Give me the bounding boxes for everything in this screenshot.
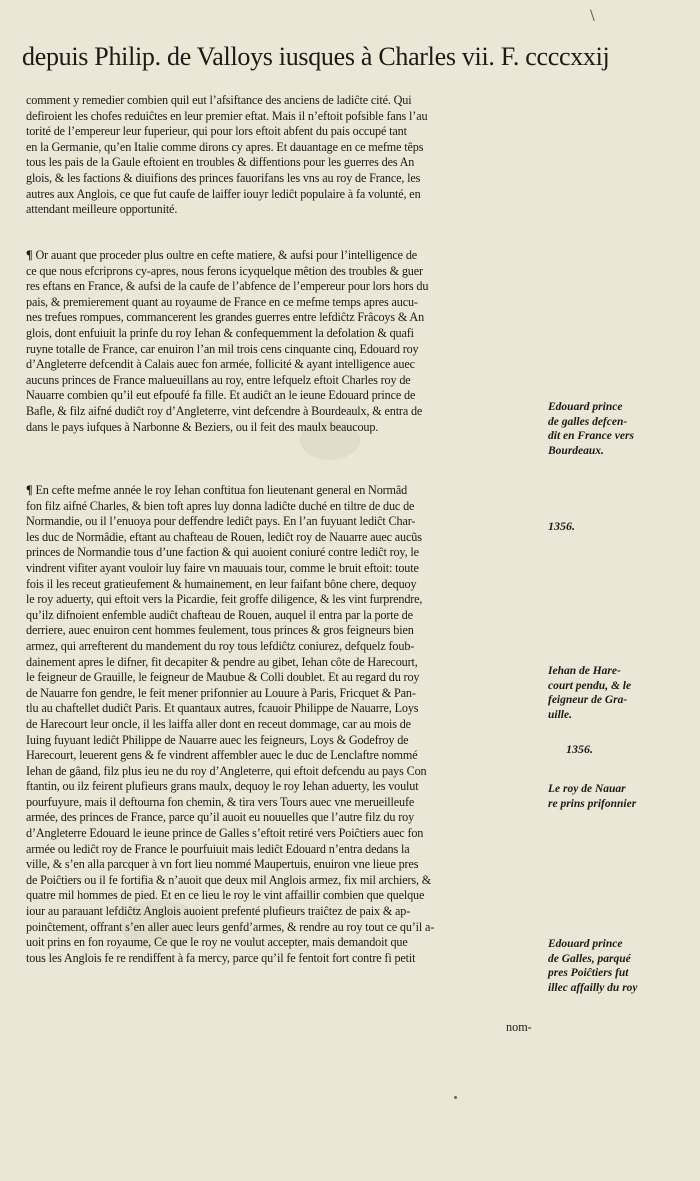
catchword: nom- [506,1020,532,1034]
text-line: ftantin, ou ilz feirent plufieurs grans maulx, dequoy le roy Iehan aduerty, les voulut [26,779,419,794]
text-line: d’Angleterre defcendit à Calais auec fon armée, follicité & ayant intelligence auec [26,357,415,372]
text-line: en la Germanie, qu’en Italie comme dirons cy apres. Et dauantage en ce mefme têps [26,139,424,154]
text-line: de Harecourt leur oncle, il les laiffa aller dont en receut dommage, car au mois de [26,716,411,731]
text-line [26,248,541,264]
text-line: quatre mil hommes de pied. Et en ce lieu le roy le vint affaillir combien que quelque [26,888,425,903]
text-line: autres aux Anglois, ce que fut caufe de laiffer iouyr lediĉt populaire à fa volunté, en [26,186,421,201]
paragraph-3 [26,483,541,966]
text-line: armez, qui arrefterent du mandement du roy tous lefdiĉtz coniurez, defquelz foub- [26,638,415,653]
text-line: tlu au chaftellet dudiĉt Paris. Et quantaux autres, fcauoir Philippe de Nauarre, Loys [26,701,419,716]
margin-note-line: de Galles, parqué [548,952,631,965]
text-line: de Poiĉtiers ou il fe fortifia & n’auoit que deux mil Anglois armez, fix mil archiers, & [26,872,432,887]
text-line: nes trefues rompues, commancerent les grandes guerres entre lefdiĉtz Frâcoys & An [26,310,425,325]
margin-note-line: re prins prifonnier [548,797,637,810]
text-line [26,483,541,499]
text-line: comment y remedier combien quil eut l’afsiftance des anciens de ladiĉte cité. Qui [26,93,412,107]
paragraph-2 [26,248,541,435]
text-line: le feigneur de Grauille, le feigneur de Maubue & Colli doublet. Et au regard du roy [26,670,420,685]
margin-note-line: Iehan de Hare- [548,665,621,677]
margin-note-line: illec affailly du roy [548,981,638,994]
text-line: dans le pays iufques à Narbonne & Beziers, ou il feit des maulx beaucoup. [26,419,379,434]
text-line: le roy aduerty, qui eftoit vers la Picardie, feit groffe diligence, & les vint furprendre, [26,592,423,607]
text-line: pourfuyure, mais il deftourna fon chemin, & tira vers Tours auec vne merueilleufe [26,794,415,809]
text-line: fois il les receut gratieufement & humainement, en leur faifant bône chere, dequoy [26,576,417,591]
margin-note [548,400,688,458]
text-line: armée ou lediĉt roy de France le pourfuiuit mais lediĉt Edouard n’entra dedans la [26,841,410,856]
corner-mark: \ [590,8,595,24]
text-line: attendant meilleure opportunité. [26,202,178,217]
text-line: glois, & les factions & diuifions des princes fauorifans les vns au roy de France, les [26,170,421,185]
text-line: fon filz aifné Charles, & bien toft apres luy donna ladiĉte duché en tiltre de duc de [26,498,415,513]
text-line: ce que nous efcriprons cy-apres, nous ferons icyquelque mêtion des troubles & guer [26,263,423,278]
text-line: Nauarre combien qu’il eut efpoufé fa fille. Et audiĉt an le ieune Edouard prince de [26,388,416,403]
text-line: princes de Normandie tous d’une faction & qui auoient coniuré contre lediĉt roy, le [26,545,419,560]
paragraph-1 [26,93,541,218]
text-line: les duc de Normâdie, eftant au chafteau de Rouen, lediĉt roy de Nauarre auec aucũs [26,529,422,544]
margin-date: 1356. [548,519,575,533]
text-line: aucuns princes de France malueuillans au roy, entre lefquelz eftoit Charles roy de [26,372,411,387]
text-line: de Nauarre fon gendre, le feit mener prifonnier au Louure à Paris, Fricquet & Pan- [26,685,416,700]
text-line-content: Or auant que proceder plus oultre en cefte matiere, & aufsi pour l’intelligence de [35,248,418,262]
margin-note-line: Edouard prince [548,938,623,950]
margin-note [548,782,688,811]
text-line: Bafle, & filz aifné dudiĉt roy d’Angleterre, vint defcendre à Bourdeaulx, & entra de [26,403,423,418]
text-line: tous les Anglois fe re rendiffent à fa mercy, parce qu’il fe fentoit fort contre fi petit [26,950,416,965]
margin-note-line: Bourdeaux. [548,444,604,457]
text-line: glois, dont enfuiuit la prinfe du roy Iehan & confequemment la defolation & quafi [26,325,414,340]
margin-note-line: dit en France vers [548,430,634,442]
paragraph-mark-icon: ¶ [26,248,33,262]
paragraph-mark-icon: ¶ [26,483,33,497]
text-line: uoit prins en fon royaume, Ce que le roy ne voulut accepter, mais demandoit que [26,935,408,950]
margin-note-line: pres Poiĉtiers fut [548,967,629,979]
text-line: res eftans en France, & aufsi de la caufe de l’abfence de l’empereur pour lors hors du [26,279,429,294]
text-line: ruyne totalle de France, car enuiron l’an mil trois cens cinquante cinq, Edouard roy [26,341,419,356]
text-line: poinĉtement, offrant s’en aller auec leurs genfd’armes, & rendre au roy tout ce qu’il a- [26,919,435,934]
text-line: pais, & premierement quant au royaume de France en ce mefme temps apres aucu- [26,294,418,309]
text-line: d’Angleterre Edouard le ieune prince de Galles s’eftoit retiré vers Poiĉtiers auec fon [26,826,424,841]
text-line: tous les pais de la Gaule eftoient en troubles & diffentions pour les guerres des An [26,155,415,170]
text-line: iour au parauant lefdiĉtz Anglois auoient prefenté plufieurs traiĉtez de paix & ap- [26,904,411,919]
margin-note-line: uille. [548,708,572,721]
text-line: derriere, auec enuiron cent hommes feulement, tous princes & gros feigneurs bien [26,623,414,638]
text-line: Iehan de gâand, filz plus ieu ne du roy d’Angleterre, qui eftoit defcendu au pays Con [26,763,427,778]
text-line: vindrent vifiter ayant vouloir luy faire vn mauuais tour, comme le bruit eftoit: toute [26,560,419,575]
margin-date: 1356. [566,742,593,756]
running-title: depuis Philip. de Valloys iusques à Charles vii. F. ccccxxij [22,42,610,71]
text-line: ville, & s’en alla parcquer à vn fort lieu nommé Maupertuis, enuiron vne lieue pres [26,857,419,872]
margin-note-line: Le roy de Nauar [548,783,626,795]
margin-note [548,664,688,722]
margin-note-line: Edouard prince [548,401,623,413]
margin-note-line: de galles defcen- [548,415,628,428]
ink-dot [454,1096,457,1099]
margin-note-line: feigneur de Gra- [548,694,628,706]
text-line: armée, des princes de France, parce qu’il auoit eu nouuelles que l’autre filz du roy [26,810,415,825]
text-line: qu’ilz difnoient enfemble audiĉt chafteau de Rouen, auquel il entra par la porte de [26,607,413,622]
text-line: torité de l’empereur leur fuperieur, qui pour lors eftoit abfent du pais occupé tant [26,124,407,139]
margin-note [548,937,688,995]
text-line: defiroient les chofes reduiĉtes en leur premier eftat. Mais il n’eftoit pofsible fans l’au [26,108,428,123]
text-line-content: En cefte mefme année le roy Iehan conftitua fon lieutenant general en Normâd [35,483,408,497]
margin-note-line: court pendu, & le [548,679,632,692]
text-line: dainement apres le difner, fit decapiter & pendre au gibet, Iehan côte de Harecourt, [26,654,418,669]
text-line: Harecourt, leuerent gens & fe vindrent affembler auec le duc de Lenclaftre nommé [26,748,418,763]
text-line: Normandie, ou il l’enuoya pour deffendre lediĉt pays. En l’an fuyuant lediĉt Char- [26,514,416,529]
text-line: Iuing fuyuant lediĉt Philippe de Nauarre auec les feigneurs, Loys & Godefroy de [26,732,409,747]
